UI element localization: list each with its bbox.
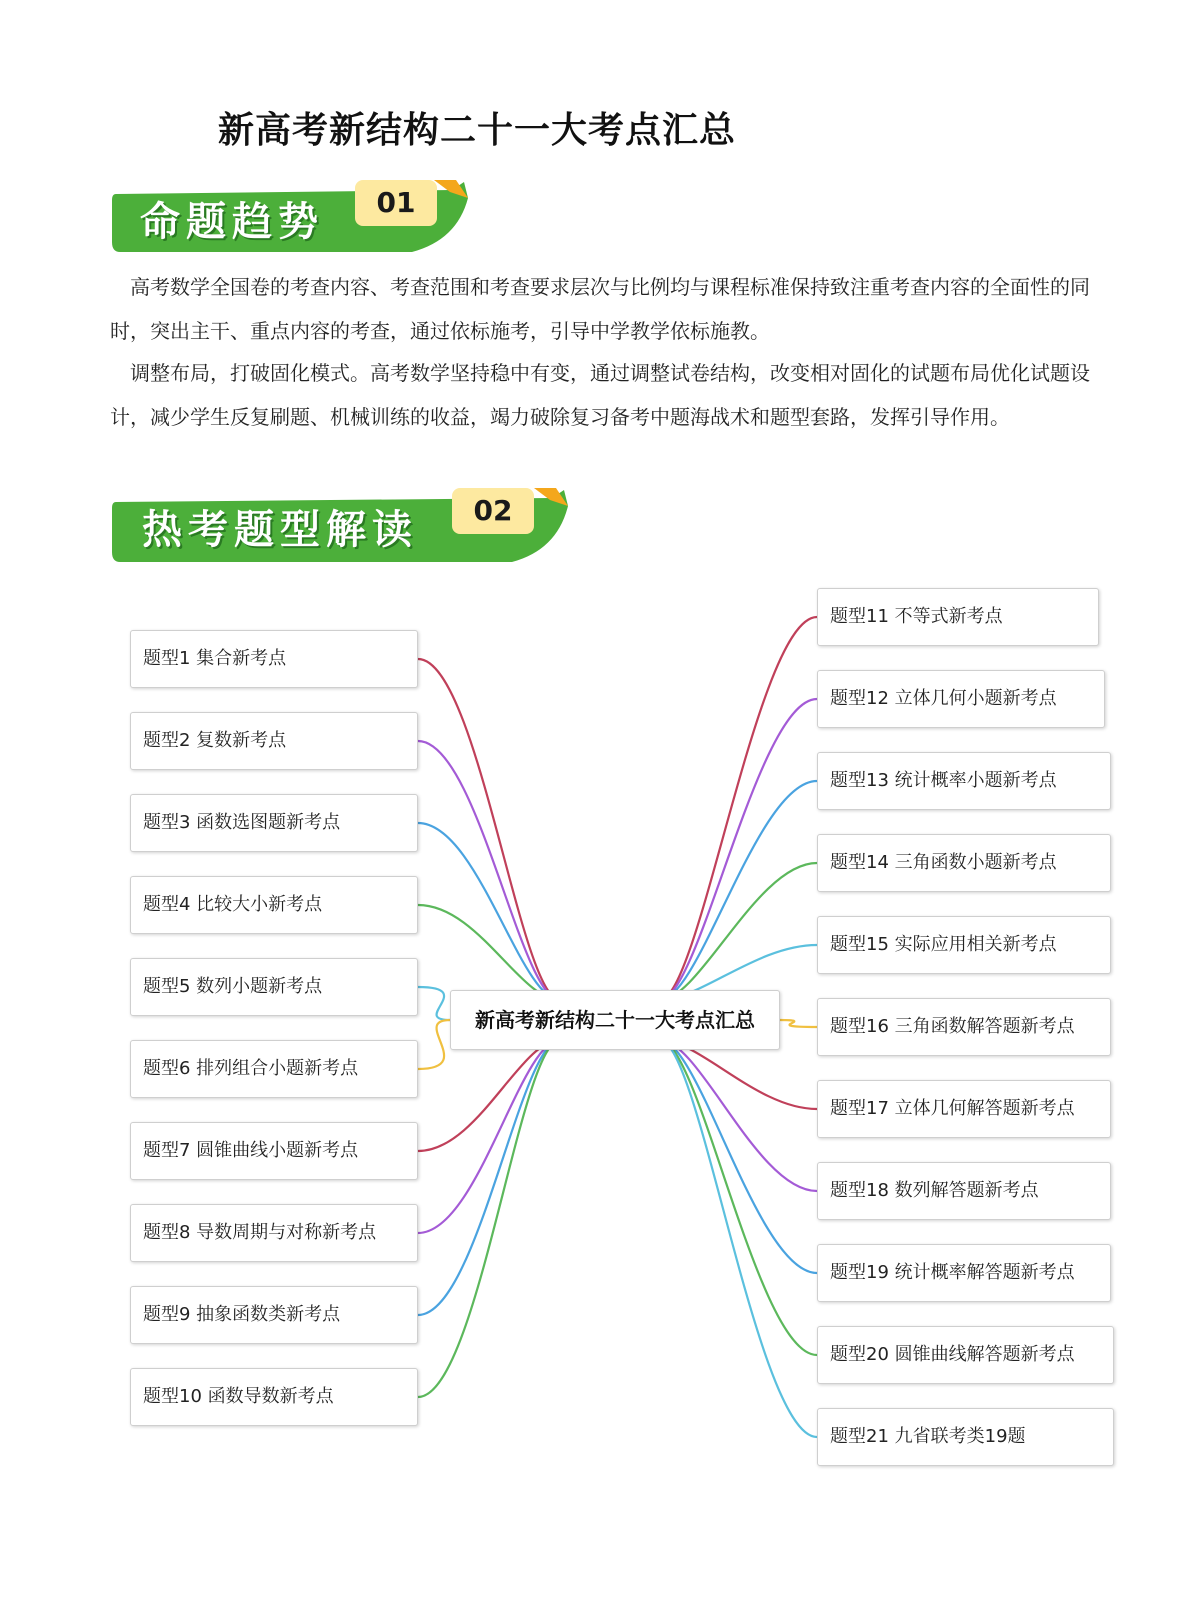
banner-title: 命题趋势 (140, 198, 324, 245)
mindmap-node-right: 题型13 统计概率小题新考点 (817, 752, 1111, 810)
mindmap-node-left: 题型8 导数周期与对称新考点 (130, 1204, 418, 1262)
mindmap-node-left: 题型10 函数导数新考点 (130, 1368, 418, 1426)
mindmap-node-right: 题型21 九省联考类19题 (817, 1408, 1114, 1466)
connector-line (780, 1020, 817, 1027)
mindmap-node-right: 题型11 不等式新考点 (817, 588, 1099, 646)
mindmap-node-right: 题型14 三角函数小题新考点 (817, 834, 1111, 892)
mindmap-node-left: 题型7 圆锥曲线小题新考点 (130, 1122, 418, 1180)
connector-line (660, 1040, 817, 1355)
banner-title: 热考题型解读 (142, 506, 418, 553)
mindmap-center-node: 新高考新结构二十一大考点汇总 (450, 990, 780, 1050)
mindmap-node-left: 题型6 排列组合小题新考点 (130, 1040, 418, 1098)
mindmap-node-left: 题型1 集合新考点 (130, 630, 418, 688)
mindmap-node-right: 题型16 三角函数解答题新考点 (817, 998, 1111, 1056)
connector-line (418, 1040, 560, 1315)
mindmap-node-left: 题型3 函数选图题新考点 (130, 794, 418, 852)
banner-number: 02 (473, 494, 513, 527)
mindmap-node-right: 题型19 统计概率解答题新考点 (817, 1244, 1111, 1302)
mindmap-node-left: 题型5 数列小题新考点 (130, 958, 418, 1016)
banner-number: 01 (376, 186, 416, 219)
mindmap-node-right: 题型20 圆锥曲线解答题新考点 (817, 1326, 1114, 1384)
mindmap-node-left: 题型4 比较大小新考点 (130, 876, 418, 934)
connector-line (418, 1020, 450, 1069)
mindmap-node-right: 题型18 数列解答题新考点 (817, 1162, 1111, 1220)
document-title: 新高考新结构二十一大考点汇总 (218, 110, 737, 151)
connector-line (418, 741, 560, 1000)
mindmap-node-right: 题型12 立体几何小题新考点 (817, 670, 1105, 728)
mindmap-node-right: 题型17 立体几何解答题新考点 (817, 1080, 1111, 1138)
mindmap-node-left: 题型9 抽象函数类新考点 (130, 1286, 418, 1344)
connector-line (660, 1040, 817, 1191)
paragraph-1: 高考数学全国卷的考查内容、考查范围和考查要求层次与比例均与课程标准保持致注重考查内容的全面性的同时，突出主干、重点内容的考查，通过依标施考，引导中学教学依标施教。 (110, 275, 1090, 343)
connector-line (418, 987, 450, 1020)
connector-line (660, 1040, 817, 1437)
connector-line (660, 617, 817, 1000)
connector-line (418, 1040, 560, 1397)
mindmap-node-right: 题型15 实际应用相关新考点 (817, 916, 1111, 974)
connector-line (660, 699, 817, 1000)
mindmap-node-left: 题型2 复数新考点 (130, 712, 418, 770)
paragraph-2: 调整布局，打破固化模式。高考数学坚持稳中有变，通过调整试卷结构，改变相对固化的试题布局优化试题设计，减少学生反复刷题、机械训练的收益，竭力破除复习备考中题海战术和题型套路，发挥引导作用。 (110, 361, 1090, 429)
